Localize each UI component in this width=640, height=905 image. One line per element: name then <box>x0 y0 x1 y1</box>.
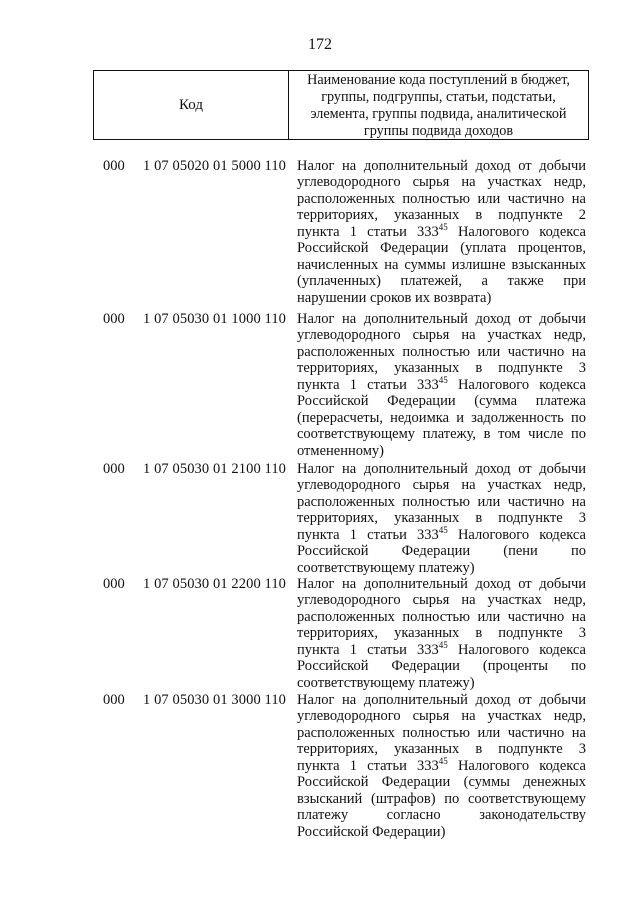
description-line: Российской Федерации (уплата процентов, <box>297 240 586 257</box>
revenue-code: 1 07 05020 01 5000 110 <box>143 158 287 174</box>
description-line: углеводородного сырья на участках недр, <box>297 708 586 725</box>
admin-code: 000 <box>103 576 125 592</box>
description-line: углеводородного сырья на участках недр, <box>297 174 586 191</box>
description-line: территориях, указанных в подпункте 3 <box>297 741 586 758</box>
header-name-line: группы, подгруппы, статьи, подстатьи, <box>321 89 556 105</box>
revenue-description <box>297 692 586 840</box>
header-name-line: группы подвида доходов <box>363 123 514 139</box>
description-line: нарушении сроков их возврата) <box>297 289 492 306</box>
description-line: Налог на дополнительный доход от добычи <box>297 158 586 174</box>
revenue-description <box>297 158 586 306</box>
description-line: соответствующему платежу) <box>297 559 475 576</box>
description-line: соответствующему платежу, в том числе по <box>297 426 586 443</box>
header-name-column <box>289 71 588 139</box>
description-line: углеводородного сырья на участках недр, <box>297 477 586 494</box>
revenue-description <box>297 576 586 691</box>
description-line: отмененному) <box>297 442 384 459</box>
revenue-code: 1 07 05030 01 2200 110 <box>143 576 287 592</box>
revenue-code: 1 07 05030 01 2100 110 <box>143 461 287 477</box>
admin-code: 000 <box>103 692 125 708</box>
description-line: территориях, указанных в подпункте 3 <box>297 360 586 377</box>
description-line: пункта 1 статьи $333^{45}$ Налогового кодекса <box>297 524 586 543</box>
header-code-column: Код <box>94 71 289 139</box>
description-line: взысканий (штрафов) по соответствующему <box>297 790 586 807</box>
description-line: соответствующему платежу) <box>297 674 475 691</box>
description-line: пункта 1 статьи $333^{45}$ Налогового кодекса <box>297 221 586 240</box>
description-line: платежу согласно законодательству <box>297 807 586 824</box>
description-line: углеводородного сырья на участках недр, <box>297 327 586 344</box>
description-line: (уплаченных) платежей, а также при <box>297 273 586 290</box>
description-line: углеводородного сырья на участках недр, <box>297 592 586 609</box>
description-line: (перерасчеты, недоимка и задолженность по <box>297 409 586 426</box>
description-line: территориях, указанных в подпункте 3 <box>297 625 586 642</box>
description-line: территориях, указанных в подпункте 3 <box>297 510 586 527</box>
description-line: расположенных полностью или частично на <box>297 493 586 510</box>
header-name-line: элемента, группы подвида, аналитической <box>310 106 567 122</box>
admin-code: 000 <box>103 311 125 327</box>
revenue-code: 1 07 05030 01 1000 110 <box>143 311 287 327</box>
description-line: расположенных полностью или частично на <box>297 724 586 741</box>
description-line: Налог на дополнительный доход от добычи <box>297 692 586 708</box>
description-line: расположенных полностью или частично на <box>297 608 586 625</box>
description-line: Российской Федерации) <box>297 823 446 840</box>
header-name-line: Наименование кода поступлений в бюджет, <box>307 72 570 88</box>
description-line: пункта 1 статьи $333^{45}$ Налогового кодекса <box>297 639 586 658</box>
description-line: пункта 1 статьи $333^{45}$ Налогового кодекса <box>297 755 586 774</box>
revenue-description <box>297 461 586 576</box>
revenue-code: 1 07 05030 01 3000 110 <box>143 692 287 708</box>
description-line: Российской Федерации (проценты по <box>297 658 586 675</box>
table-header <box>93 70 589 140</box>
description-line: начисленных на суммы излишне взысканных <box>297 256 586 273</box>
description-line: Российской Федерации (сумма платежа <box>297 393 586 410</box>
page-number: 172 <box>308 36 332 53</box>
description-line: Российской Федерации (пени по <box>297 543 586 560</box>
description-line: пункта 1 статьи $333^{45}$ Налогового кодекса <box>297 374 586 393</box>
admin-code: 000 <box>103 158 125 174</box>
description-line: расположенных полностью или частично на <box>297 190 586 207</box>
description-line: расположенных полностью или частично на <box>297 343 586 360</box>
admin-code: 000 <box>103 461 125 477</box>
description-line: Российской Федерации (суммы денежных <box>297 774 586 791</box>
revenue-description <box>297 311 586 459</box>
description-line: Налог на дополнительный доход от добычи <box>297 461 586 477</box>
description-line: Налог на дополнительный доход от добычи <box>297 576 586 592</box>
description-line: Налог на дополнительный доход от добычи <box>297 311 586 327</box>
description-line: территориях, указанных в подпункте 2 <box>297 207 586 224</box>
